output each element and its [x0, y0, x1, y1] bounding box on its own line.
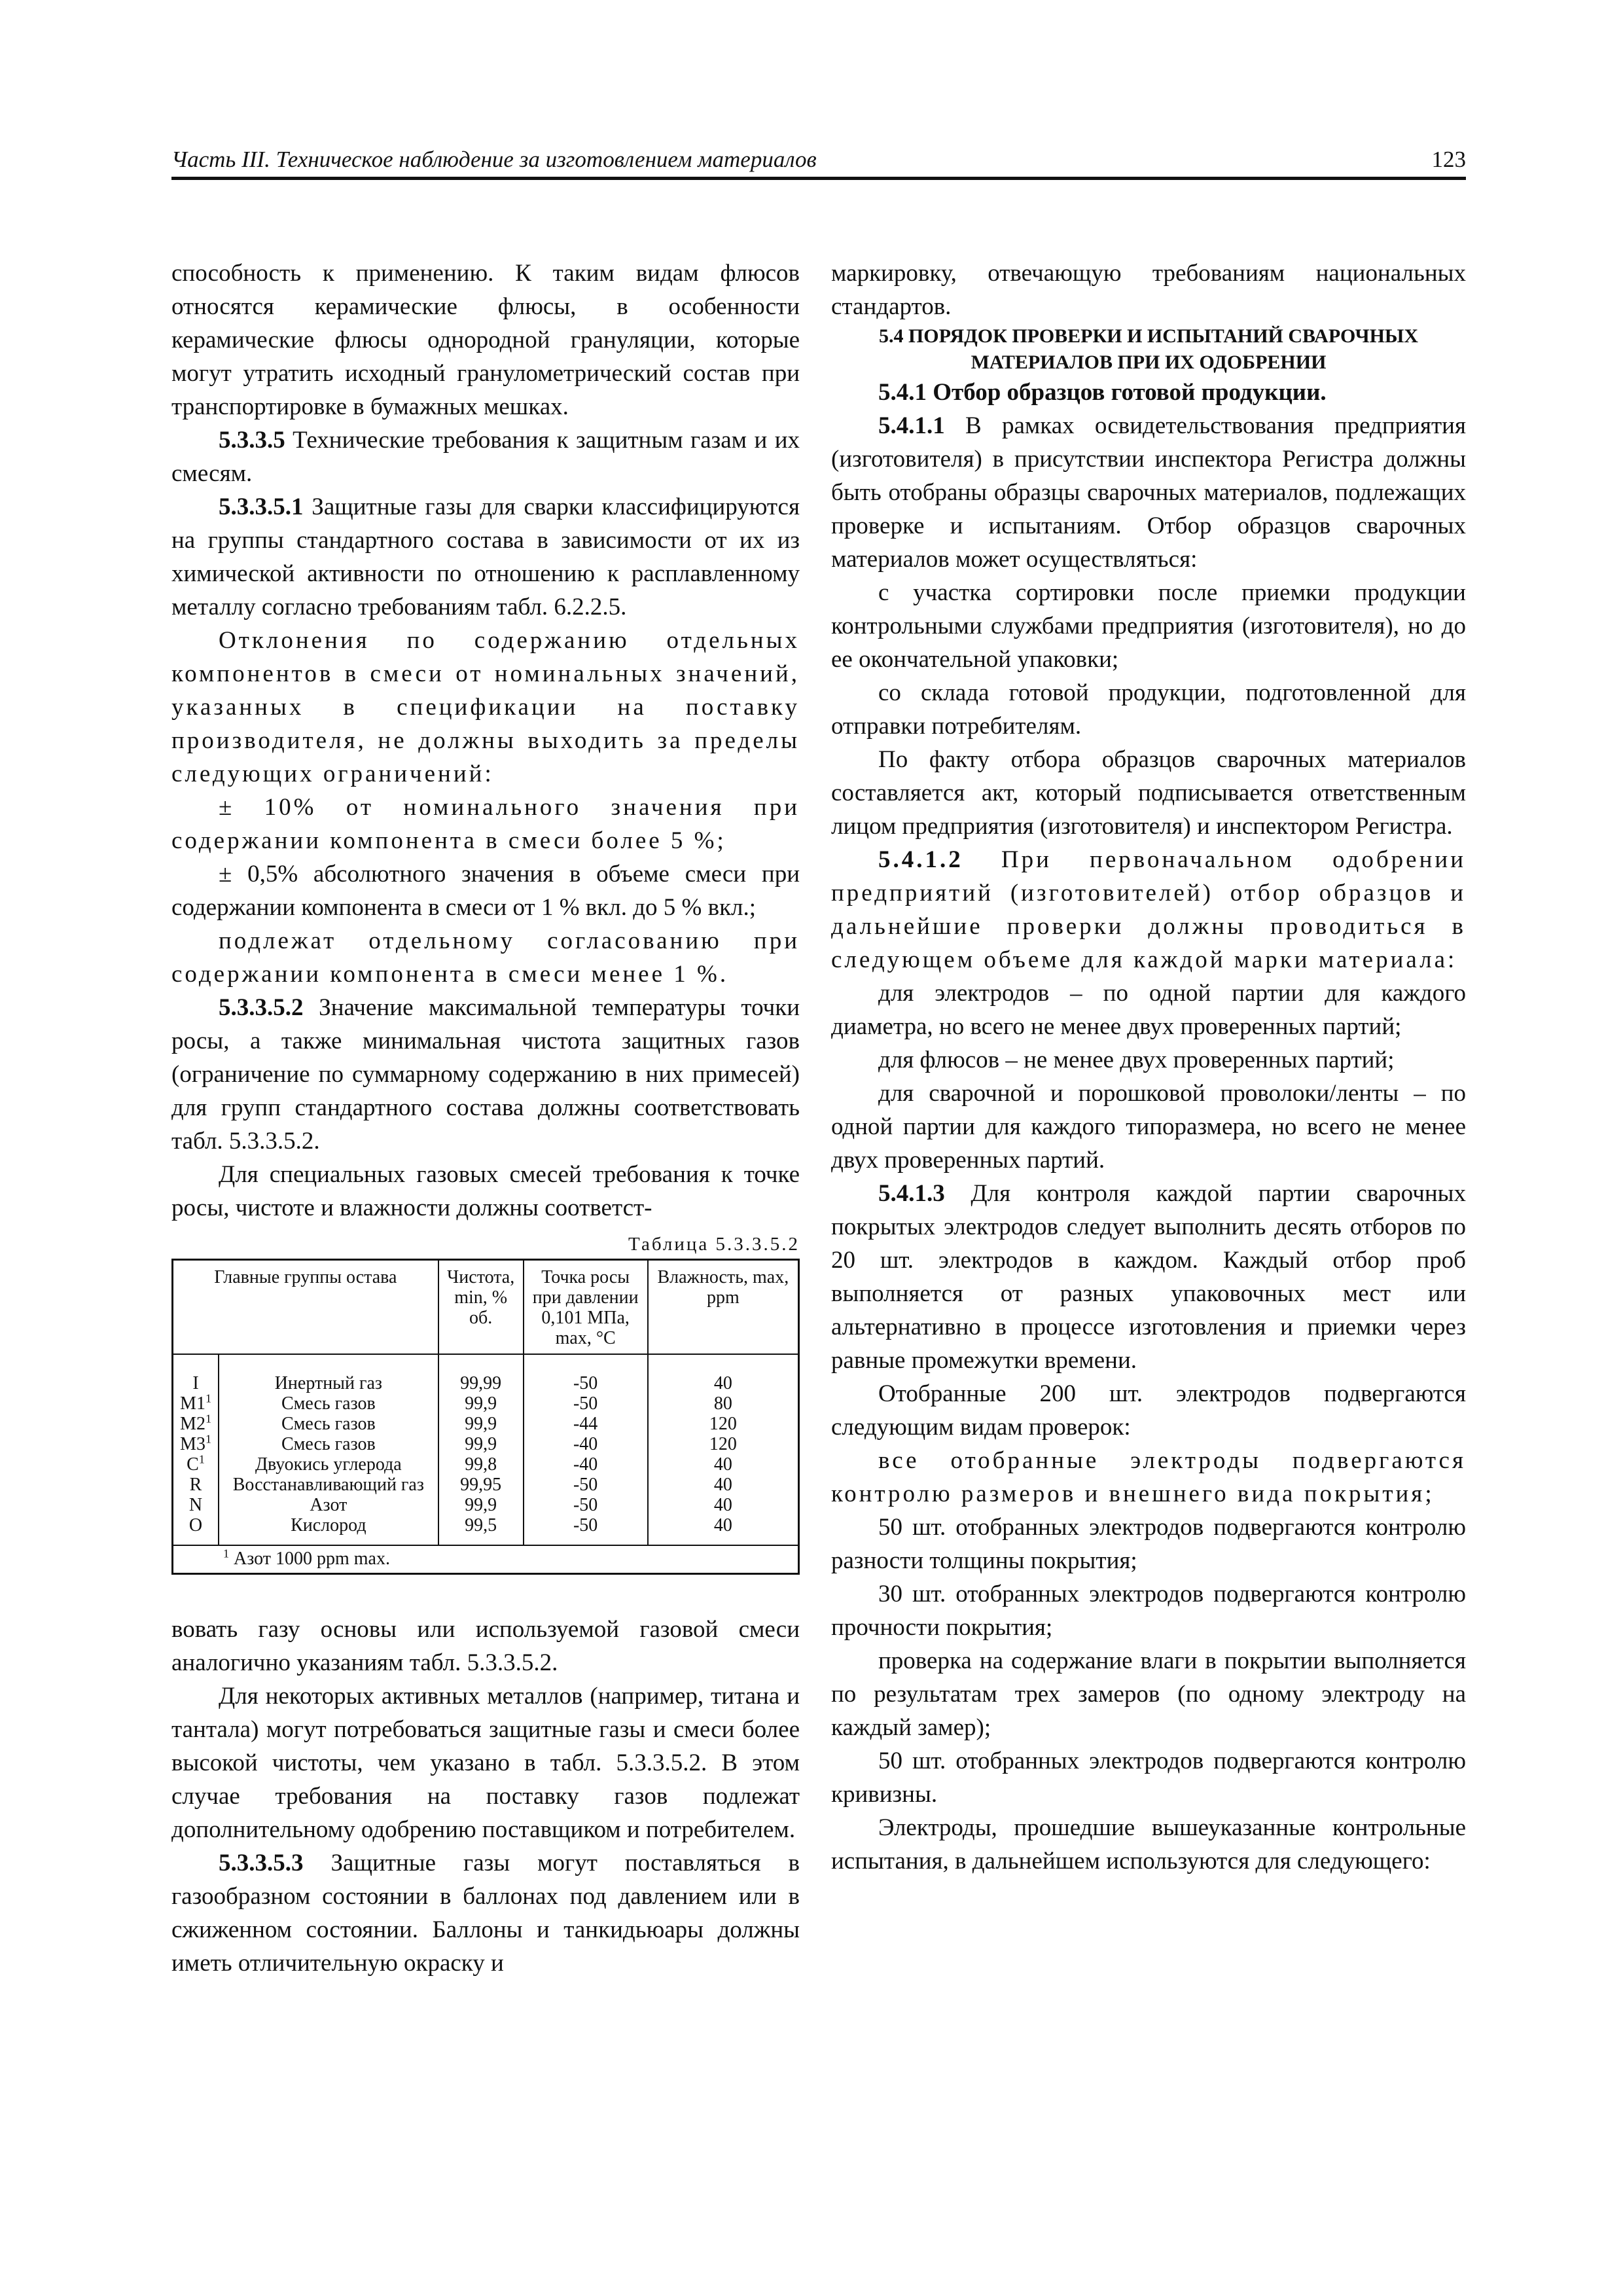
paragraph: вовать газу основы или используемой газовой смеси аналогично указаниям табл. 5.3.3.5.2.	[171, 1616, 800, 1676]
table-row: $M3^1$ Смесь газов 99,9 -40 120	[173, 1434, 799, 1454]
paragraph: для флюсов – не менее двух проверенных партий;	[878, 1047, 1395, 1073]
paragraph: 5.3.3.5.2 Значение максимальной температуры точки росы, а также минимальная чистота защитных газов (ограничение по суммарному содержанию в них примесей) для групп стандартного состава должны соответствовать табл. 5.3.3.5.2.	[171, 994, 800, 1155]
paragraph: 5.3.3.5.3 Защитные газы могут поставляться в газообразном состоянии в баллонах под давлением или в сжиженном состоянии. Баллоны и танкидьюары должны иметь отличительную окраску и	[171, 1850, 800, 1977]
paragraph: проверка на содержание влаги в покрытии выполняется по результатам трех замеров (по одному электроду на каждый замер);	[831, 1647, 1466, 1741]
page-header	[171, 143, 1466, 180]
clause-number: 5.3.3.5.3	[219, 1850, 304, 1876]
table-footnote: $^1$ Азот 1000 ppm max.	[173, 1545, 799, 1574]
paragraph: 5.4.1.2 При первоначальном одобрении предприятий (изготовителей) отбор образцов и дальнейшие проверки должны проводиться в следующем объеме для каждой марки материала:	[831, 846, 1466, 973]
paragraph: для сварочной и порошковой проволоки/ленты – по одной партии для каждого типоразмера, но всего не менее двух проверенных партий.	[831, 1080, 1466, 1174]
paragraph: подлежат отдельному согласованию при содержании компонента в смеси менее 1 %.	[171, 927, 800, 988]
table-row: $M2^1$ Смесь газов 99,9 -44 120	[173, 1414, 799, 1434]
header-groups: Главные группы остава	[173, 1260, 438, 1355]
paragraph: 5.3.3.5.1 Защитные газы для сварки классифицируются на группы стандартного состава в зависимости от их из химической активности по отношению к расплавленному металлу согласно требованиям табл. 6.2.2.5.	[171, 493, 800, 620]
clause-number: 5.4.1.2	[878, 846, 963, 873]
paragraph: маркировку, отвечающую требованиям национальных стандартов.	[831, 260, 1466, 320]
paragraph: Отобранные 200 шт. электродов подвергаются следующим видам проверок:	[831, 1380, 1466, 1441]
table-row: O Кислород 99,5 -50 40	[173, 1515, 799, 1545]
page-number: 123	[1431, 147, 1466, 172]
clause-number: 5.4.1.3	[878, 1180, 945, 1207]
table-header-row	[173, 1260, 799, 1355]
paragraph: 50 шт. отобранных электродов подвергаются контролю кривизны.	[831, 1748, 1466, 1808]
table-row: N Азот 99,9 -50 40	[173, 1495, 799, 1515]
clause-number: 5.3.3.5.1	[219, 493, 304, 520]
header-purity: Чистота, min, % об.	[438, 1260, 524, 1355]
paragraph: По факту отбора образцов сварочных материалов составляется акт, который подписывается ответственным лицом предприятия (изготовителя) и инспектором Регистра.	[831, 746, 1466, 840]
table-row: $M1^1$ Смесь газов 99,9 -50 80	[173, 1393, 799, 1414]
table-caption: Таблица 5.3.3.5.2	[628, 1234, 800, 1255]
paragraph: для электродов – по одной партии для каждого диаметра, но всего не менее двух проверенных партий;	[831, 980, 1466, 1040]
paragraph: Отклонения по содержанию отдельных компонентов в смеси от номинальных значений, указанных в спецификации на поставку производителя, не должны выходить за пределы следующих ограничений:	[171, 627, 800, 787]
paragraph: способность к применению. К таким видам флюсов относятся керамические флюсы, в особенности керамические флюсы однородной грануляции, которые могут утратить исходный гранулометрический состав при транспортировке в бумажных мешках.	[171, 260, 800, 420]
table-row: $C^1$ Двуокись углерода 99,8 -40 40	[173, 1454, 799, 1475]
table-row: I Инертный газ 99,99 -50 40	[173, 1354, 799, 1393]
paragraph: все отобранные электроды подвергаются контролю размеров и внешнего вида покрытия;	[831, 1447, 1466, 1507]
running-title: Часть III. Техническое наблюдение за изготовлением материалов	[171, 147, 817, 172]
table-row: R Восстанавливающий газ 99,95 -50 40	[173, 1475, 799, 1495]
clause-number: 5.4.1.1	[878, 412, 945, 439]
paragraph: Для некоторых активных металлов (например, титана и тантала) могут потребоваться защитные газы и смеси более высокой чистоты, чем указано в табл. 5.3.3.5.2. В этом случае требования на поставку газов подлежат дополнительному одобрению поставщиком и потребителем.	[171, 1683, 800, 1843]
paragraph: 5.4.1.3 Для контроля каждой партии сварочных покрытых электродов следует выполнить десять отборов по 20 шт. электродов в каждом. Каждый отбор проб выполняется от разных упаковочных мест или альтернативно в процессе изготовления и приемки через равные промежутки времени.	[831, 1180, 1466, 1374]
right-column	[831, 257, 1466, 1878]
paragraph: со склада готовой продукции, подготовленной для отправки потребителям.	[831, 679, 1466, 740]
section-title: 5.4 ПОРЯДОК ПРОВЕРКИ И ИСПЫТАНИЙ СВАРОЧНЫХ МАТЕРИАЛОВ ПРИ ИХ ОДОБРЕНИИ	[878, 325, 1419, 373]
paragraph: 5.3.3.5 Технические требования к защитным газам и их смесям.	[171, 427, 800, 487]
subsection-heading: 5.4.1 Отбор образцов готовой продукции.	[878, 379, 1327, 406]
header-dew-point: Точка росы при давлении 0,101 МПа, max, °С	[524, 1260, 648, 1355]
gas-table	[171, 1259, 800, 1575]
paragraph: с участка сортировки после приемки продукции контрольными службами предприятия (изготовителя), но до ее окончательной упаковки;	[831, 579, 1466, 673]
paragraph: 5.4.1.1 В рамках освидетельствования предприятия (изготовителя) в присутствии инспектора Регистра должны быть отобраны образцы сварочных материалов, подлежащих проверке и испытаниям. Отбор образцов сварочных материалов может осуществляться:	[831, 412, 1466, 573]
paragraph: 30 шт. отобранных электродов подвергаются контролю прочности покрытия;	[831, 1581, 1466, 1641]
left-column	[171, 257, 800, 1980]
clause-number: 5.3.3.5.2	[219, 994, 304, 1021]
clause-number: 5.3.3.5	[219, 427, 285, 454]
paragraph: ± 10% от номинального значения при содержании компонента в смеси более 5 %;	[171, 794, 800, 854]
paragraph: Для специальных газовых смесей требования к точке росы, чистоте и влажности должны соответст-	[171, 1161, 800, 1221]
header-humidity: Влажность, max, ppm	[648, 1260, 799, 1355]
paragraph: ± 0,5% абсолютного значения в объеме смеси при содержании компонента в смеси от 1 % вкл. до 5 % вкл.;	[171, 861, 800, 921]
paragraph: 50 шт. отобранных электродов подвергаются контролю разности толщины покрытия;	[831, 1514, 1466, 1574]
paragraph: Электроды, прошедшие вышеуказанные контрольные испытания, в дальнейшем используются для следующего:	[831, 1814, 1466, 1874]
